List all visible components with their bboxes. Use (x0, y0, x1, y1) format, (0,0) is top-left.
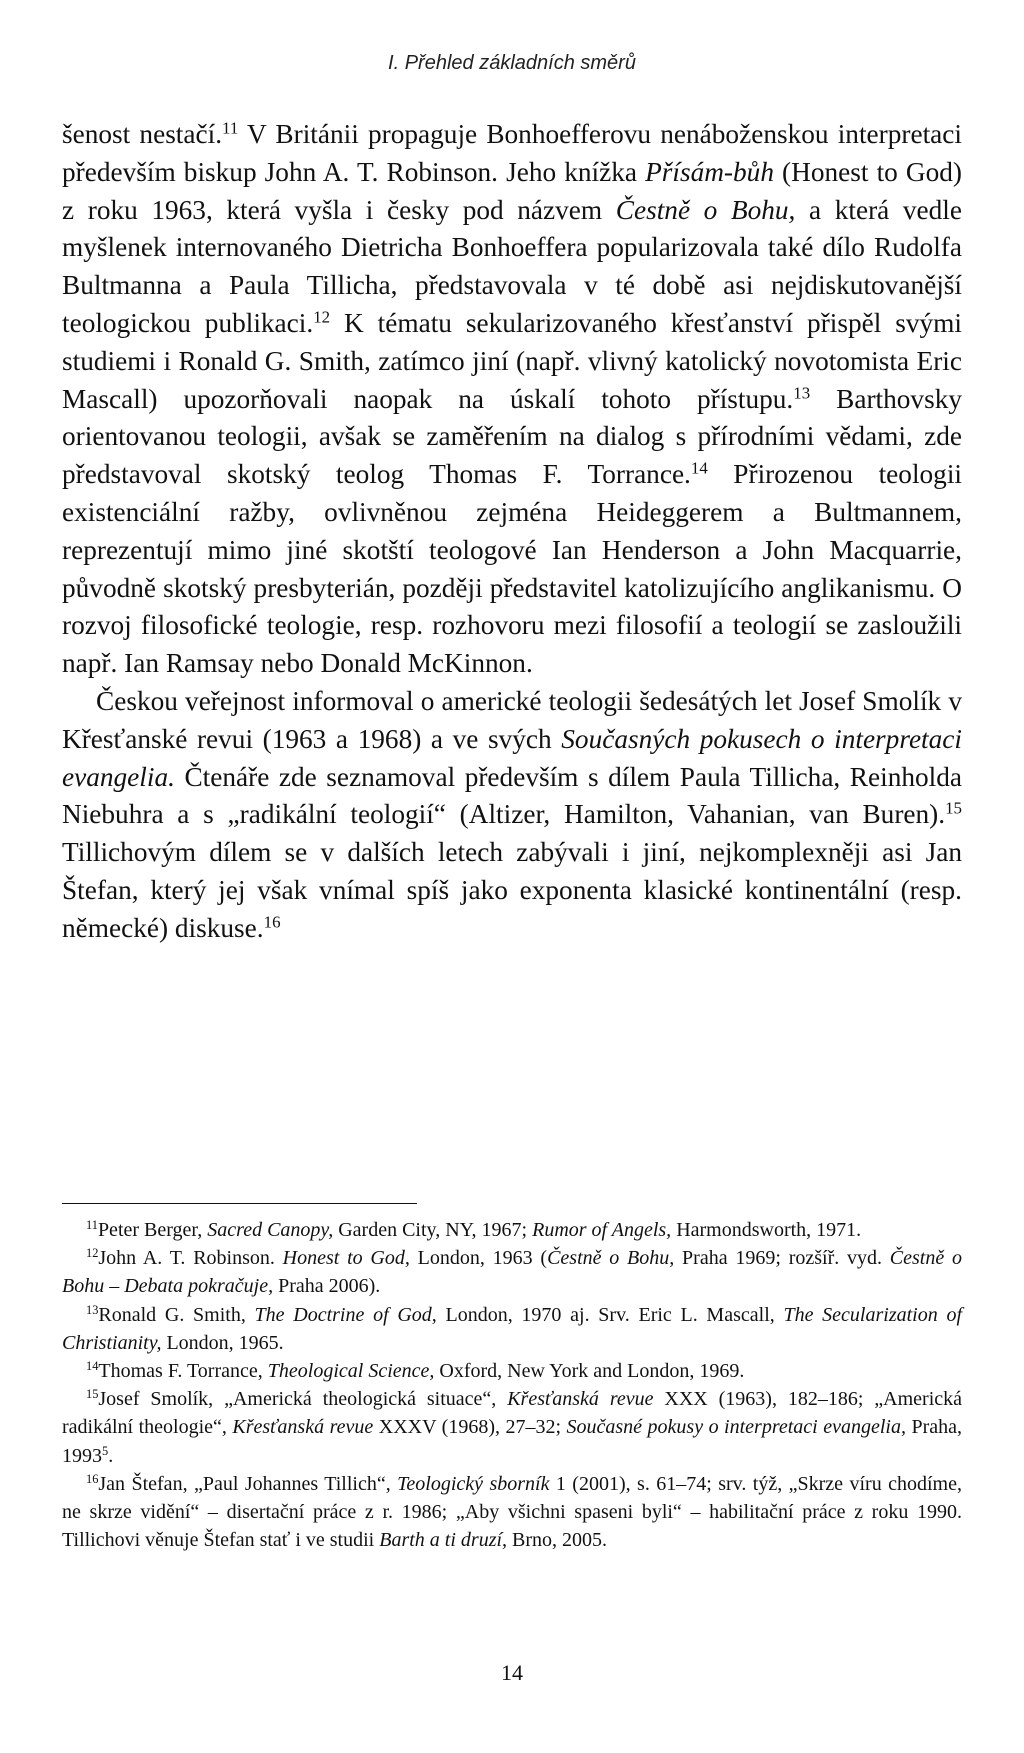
footnote-ref-11[interactable]: 11 (222, 118, 239, 138)
footnote-13: $^{13}$Ronald G. Smith, The Doctrine of God, London, 1970 aj. Srv. Eric L. Mascall, The Secularization of Christianity, London, 1965. (62, 1302, 962, 1354)
footnote-ref-13[interactable]: 13 (793, 383, 811, 403)
footnote-separator (62, 1203, 417, 1204)
footnote-12: $^{12}$John A. T. Robinson. Honest to God, London, 1963 (Čestně o Bohu, Praha 1969; rozšíř. vyd. Čestně o Bohu – Debata pokračuje, Praha 2006). (62, 1246, 962, 1298)
italic-title: Přísám-bůh (645, 156, 774, 187)
footnote-ref-15[interactable]: 15 (945, 799, 962, 819)
footnote-16: $^{16}$Jan Štefan, „Paul Johannes Tillich“, Teologický sborník 1 (2001), s. 61–74; srv. týž, „Skrze víru chodíme, ne skrze vidění“ – disertační práce z r. 1986; „Aby všichni spaseni byli“ – habilitační práce z roku 1990. Tillichovi věnuje Štefan stať i ve studii Barth a ti druzí, Brno, 2005. (62, 1472, 962, 1552)
italic-title: Čestně o Bohu, (615, 194, 796, 225)
italic-title: Současných pokusech o interpretaci evangelia. (62, 723, 962, 792)
footnote-14: $^{14}$Thomas F. Torrance, Theological Science, Oxford, New York and London, 1969. (86, 1359, 745, 1383)
running-title: I. Přehled základních směrů (388, 52, 636, 74)
footnotes (62, 1216, 962, 1554)
footnote-ref-12[interactable]: 12 (313, 307, 331, 327)
paragraph-1: šenost nestačí.$^{11}$ V Británii propaguje Bonhoefferovu nenáboženskou interpretaci především biskup John A. T. Robinson. Jeho knížka Přísám-bůh (Honest to God) z roku 1963, která vyšla i česky pod názvem Čestně o Bohu, a která vedle myšlenek internovaného Dietricha Bonhoeffera popularizovala také dílo Rudolfa Bultmanna a Paula Tillicha, představovala v té době asi nejdiskutovanější teologickou publikaci.$^{12}$ K tématu sekularizovaného křesťanství přispěl svými studiemi i Ronald G. Smith, zatímco jiní (např. vlivný katolický novotomista Eric Mascall) upozorňovali naopak na úskalí tohoto přístupu.$^{13}$ Barthovsky orientovanou teologii, avšak se zaměřením na dialog s přírodními vědami, zde představoval skotský teolog Thomas F. Torrance.$^{14}$ Přirozenou teologii existenciální ražby, ovlivněnou zejména Heideggerem a Bultmannem, reprezentují mimo jiné skotští teologové Ian Henderson a John Macquarrie, původně skotský presbyterián, později představitel katolizujícího anglikanismu. O rozvoj filosofické teologie, resp. rozhovoru mezi filosofií a teologií se zasloužili např. Ian Ramsay nebo Donald McKinnon. (62, 118, 962, 679)
footnote-ref-16[interactable]: 16 (263, 912, 281, 932)
page-number: 14 (501, 1660, 523, 1685)
footnote-15: $^{15}$Josef Smolík, „Americká theologická situace“, Křesťanská revue XXX (1963), 182–186; „Americká radikální theologie“, Křesťanská revue XXXV (1968), 27–32; Současné pokusy o interpretaci evangelia, Praha, 1993$^5$. (62, 1387, 963, 1467)
main-text (62, 116, 962, 948)
footnote-ref-14[interactable]: 14 (690, 458, 708, 478)
paragraph-2: Českou veřejnost informoval o americké teologii šedesátých let Josef Smolík v Křesťanské revui (1963 a 1968) a ve svých Současných pokusech o interpretaci evangelia. Čtenáře zde seznamoval především s dílem Paula Tillicha, Reinholda Niebuhra a s „radikální teologií“ (Altizer, Hamilton, Vahanian, van Buren).$^{15}$ Tillichovým dílem se v dalších letech zabývali i jiní, nejkomplexněji asi Jan Štefan, který jej však vnímal spíš jako exponenta klasické kontinentální (resp. německé) diskuse.$^{16}$ (62, 685, 962, 943)
footnote-11: $^{11}$Peter Berger, Sacred Canopy, Garden City, NY, 1967; Rumor of Angels, Harmondsworth, 1971. (86, 1218, 862, 1241)
